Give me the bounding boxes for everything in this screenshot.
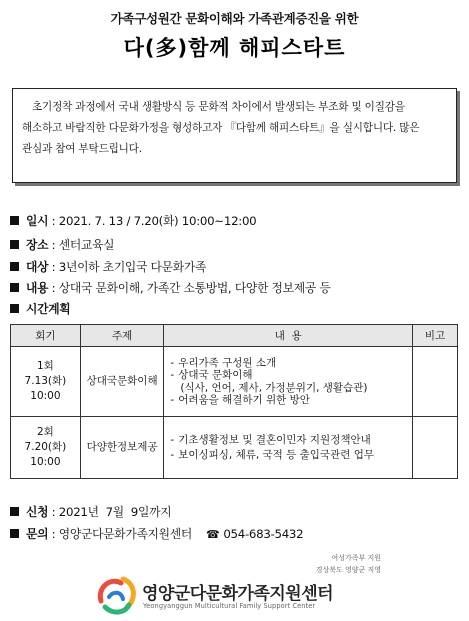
session-cell <box>11 417 81 479</box>
col-header-topic: 주제 <box>80 325 164 347</box>
info-place: 장소 : 센터교육실 <box>10 236 114 253</box>
list-item: - 보이싱피싱, 체류, 국적 등 출입국관련 업무 <box>170 448 374 461</box>
bullet-square-icon <box>10 240 19 249</box>
center-logo-icon <box>95 573 139 617</box>
content-list <box>164 433 412 463</box>
bullet-square-icon <box>10 507 19 516</box>
content-cell <box>164 417 413 479</box>
list-item: - 기초생활정보 및 결혼이민자 지원정책안내 <box>170 433 371 446</box>
info-target-value: 3년이하 초기입국 다문화가족 <box>58 260 207 274</box>
intro-box <box>12 88 457 183</box>
note-cell <box>413 417 458 479</box>
topic-cell: 상대국문화이해 <box>80 347 164 417</box>
session-cell <box>11 347 81 417</box>
contact-label: 문의 <box>26 527 49 541</box>
contact-phone: 054-683-5432 <box>223 527 304 541</box>
phone-icon: ☎ <box>205 528 220 541</box>
info-content-label: 내용 <box>26 281 49 295</box>
table-row <box>11 417 458 479</box>
content-list <box>164 357 412 407</box>
bullet-square-icon <box>10 216 19 225</box>
bullet-square-icon <box>10 283 19 292</box>
bullet-square-icon <box>10 304 19 313</box>
bullet-square-icon <box>10 262 19 271</box>
list-item: - 어려움을 해결하기 위한 방안 <box>170 394 310 406</box>
info-place-value: 센터교육실 <box>58 238 115 252</box>
footer-sponsor: 여성가족부 지원 <box>331 554 381 562</box>
col-header-session: 회기 <box>11 325 81 347</box>
contact-info: 문의 : 영양군다문화가족지원센터 ☎ 054-683-5432 <box>10 525 303 542</box>
info-schedule <box>10 300 70 317</box>
apply-info: 신청 : 2021년 7월 9일까지 <box>10 503 171 520</box>
intro-text: 초기정착 과정에서 국내 생활방식 등 문화적 차이에서 발생되는 부조화 및 이질감을 해소하고 바람직한 다문화가정을 형성하고자 『다함께 해피스타트』을 실시합니다. 많은 관심과 참여 부탁드립니다. <box>22 101 420 155</box>
note-cell <box>413 347 458 417</box>
org-name: 영양군다문화가족지원센터 <box>142 584 334 604</box>
session-time: 10:00 <box>30 456 61 468</box>
info-target: 대상 : 3년이하 초기입국 다문화가족 <box>10 258 206 275</box>
info-place-label: 장소 <box>26 238 49 252</box>
page-title: 다(多)함께 해피스타트 <box>123 36 346 60</box>
table-header-row <box>11 325 458 347</box>
session-date: 7.13(화) <box>24 375 67 387</box>
apply-value: 2021년 7월 9일까지 <box>58 505 172 519</box>
session-date: 7.20(화) <box>24 441 67 453</box>
info-content-value: 상대국 문화이해, 가족간 소통방법, 다양한 정보제공 등 <box>58 281 331 295</box>
content-cell <box>164 347 413 417</box>
list-item: (식사, 언어, 제사, 가정분위기, 생활습관) <box>180 381 368 394</box>
info-schedule-label: 시간계획 <box>26 302 71 316</box>
session-number: 1회 <box>37 360 54 372</box>
col-header-note: 비고 <box>413 325 458 347</box>
info-target-label: 대상 <box>26 260 49 274</box>
session-number: 2회 <box>37 426 54 438</box>
col-header-content: 내 용 <box>164 325 413 347</box>
list-item: - 우리가족 구성원 소개 <box>170 356 277 369</box>
list-item: - 상대국 문화이해 <box>170 369 253 381</box>
info-content: 내용 : 상대국 문화이해, 가족간 소통방법, 다양한 정보제공 등 <box>10 279 331 296</box>
contact-value: 영양군다문화가족지원센터 <box>58 527 192 541</box>
schedule-table <box>10 324 458 479</box>
info-date-label: 일시 <box>26 214 49 228</box>
apply-label: 신청 <box>26 505 49 519</box>
info-date: 일시 : 2021. 7. 13 / 7.20(화) 10:00~12:00 <box>10 212 256 229</box>
session-time: 10:00 <box>30 390 61 402</box>
topic-cell: 다양한정보제공 <box>80 417 164 479</box>
footer-operator: 경상북도 영양군 직영 <box>315 566 381 574</box>
info-date-value: 2021. 7. 13 / 7.20(화) 10:00~12:00 <box>58 214 257 228</box>
table-row <box>11 347 458 417</box>
page-subtitle: 가족구성원간 문화이해와 가족관계증진을 위한 <box>110 11 359 26</box>
org-name-en: Yeongyanggun Multicultural Family Support Center <box>143 602 316 610</box>
bullet-square-icon <box>10 529 19 538</box>
